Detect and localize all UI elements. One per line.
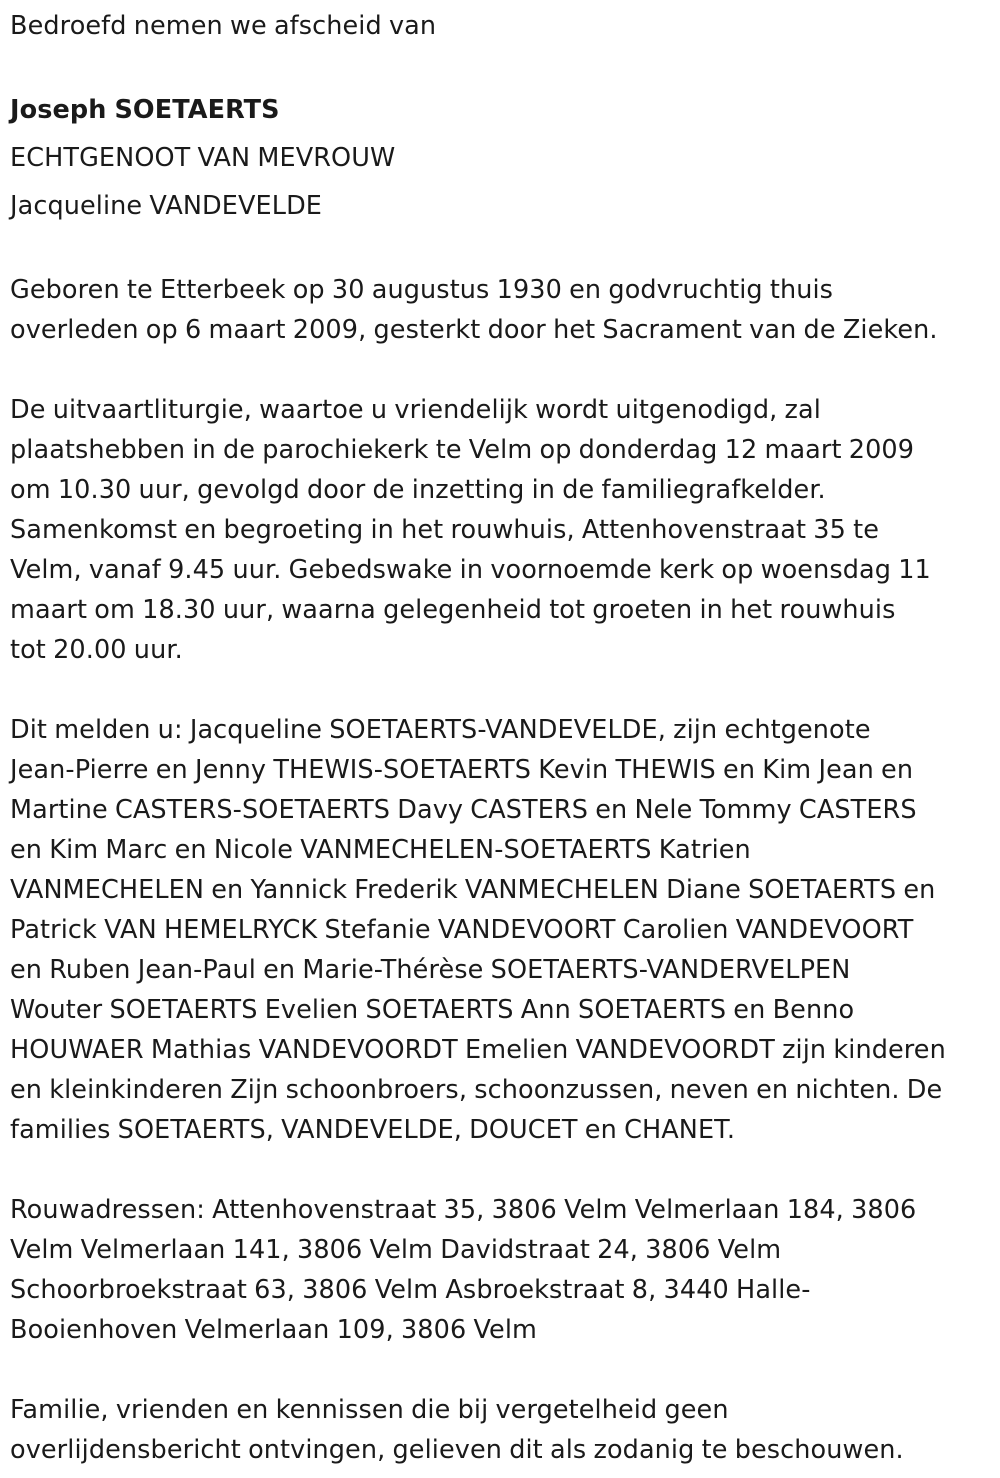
paragraph-line: families SOETAERTS, VANDEVELDE, DOUCET en CHANET. — [10, 1115, 736, 1145]
paragraph-line: Familie, vrienden en kennissen die bij vergetelheid geen — [10, 1395, 729, 1425]
family-paragraph — [10, 710, 988, 1150]
paragraph-line: maart om 18.30 uur, waarna gelegenheid tot groeten in het rouwhuis — [10, 595, 896, 625]
paragraph-line: Rouwadressen: Attenhovenstraat 35, 3806 Velm Velmerlaan 184, 3806 — [10, 1195, 917, 1225]
paragraph-line: Schoorbroekstraat 63, 3806 Velm Asbroekstraat 8, 3440 Halle- — [10, 1275, 811, 1305]
paragraph-line: plaatshebben in de parochiekerk te Velm op donderdag 12 maart 2009 — [10, 435, 915, 465]
closing-paragraph — [10, 1390, 988, 1470]
deceased-relation: ECHTGENOOT VAN MEVROUW — [10, 143, 396, 173]
paragraph-line: VANMECHELEN en Yannick Frederik VANMECHELEN Diane SOETAERTS en — [10, 875, 936, 905]
paragraph-line: en Ruben Jean-Paul en Marie-Thérèse SOETAERTS-VANDERVELPEN — [10, 955, 851, 985]
paragraph-line: Velm, vanaf 9.45 uur. Gebedswake in voornoemde kerk op woensdag 11 — [10, 555, 931, 585]
paragraph-line: Velm Velmerlaan 141, 3806 Velm Davidstraat 24, 3806 Velm — [10, 1235, 782, 1265]
deceased-block — [10, 86, 988, 230]
deceased-name: Joseph SOETAERTS — [10, 95, 280, 125]
paragraph-line: Martine CASTERS-SOETAERTS Davy CASTERS en Nele Tommy CASTERS — [10, 795, 917, 825]
paragraph-line: om 10.30 uur, gevolgd door de inzetting in de familiegrafkelder. — [10, 475, 826, 505]
spouse-name: Jacqueline VANDEVELDE — [10, 191, 323, 221]
paragraph-line: Samenkomst en begroeting in het rouwhuis, Attenhovenstraat 35 te — [10, 515, 880, 545]
paragraph-line: en Kim Marc en Nicole VANMECHELEN-SOETAERTS Katrien — [10, 835, 751, 865]
paragraph-line: Patrick VAN HEMELRYCK Stefanie VANDEVOORT Carolien VANDEVOORT — [10, 915, 914, 945]
paragraph-line: Geboren te Etterbeek op 30 augustus 1930 en godvruchtig thuis — [10, 275, 834, 305]
funeral-paragraph — [10, 390, 988, 670]
paragraph-line: overleden op 6 maart 2009, gesterkt door het Sacrament van de Zieken. — [10, 315, 938, 345]
obituary-notice — [10, 6, 988, 1470]
paragraph-line: Dit melden u: Jacqueline SOETAERTS-VANDEVELDE, zijn echtgenote — [10, 715, 871, 745]
birth-death-paragraph — [10, 270, 988, 350]
paragraph-line: overlijdensbericht ontvingen, gelieven dit als zodanig te beschouwen. — [10, 1435, 904, 1465]
addresses-paragraph — [10, 1190, 988, 1350]
paragraph-line: De uitvaartliturgie, waartoe u vriendelijk wordt uitgenodigd, zal — [10, 395, 821, 425]
paragraph-line: Jean-Pierre en Jenny THEWIS-SOETAERTS Kevin THEWIS en Kim Jean en — [10, 755, 914, 785]
paragraph-line: HOUWAER Mathias VANDEVOORDT Emelien VANDEVOORDT zijn kinderen — [10, 1035, 946, 1065]
paragraph-line: tot 20.00 uur. — [10, 635, 183, 665]
paragraph-line: Wouter SOETAERTS Evelien SOETAERTS Ann SOETAERTS en Benno — [10, 995, 855, 1025]
paragraph-line: en kleinkinderen Zijn schoonbroers, schoonzussen, neven en nichten. De — [10, 1075, 943, 1105]
paragraph-line: Booienhoven Velmerlaan 109, 3806 Velm — [10, 1315, 537, 1345]
intro-text: Bedroefd nemen we afscheid van — [10, 11, 437, 41]
